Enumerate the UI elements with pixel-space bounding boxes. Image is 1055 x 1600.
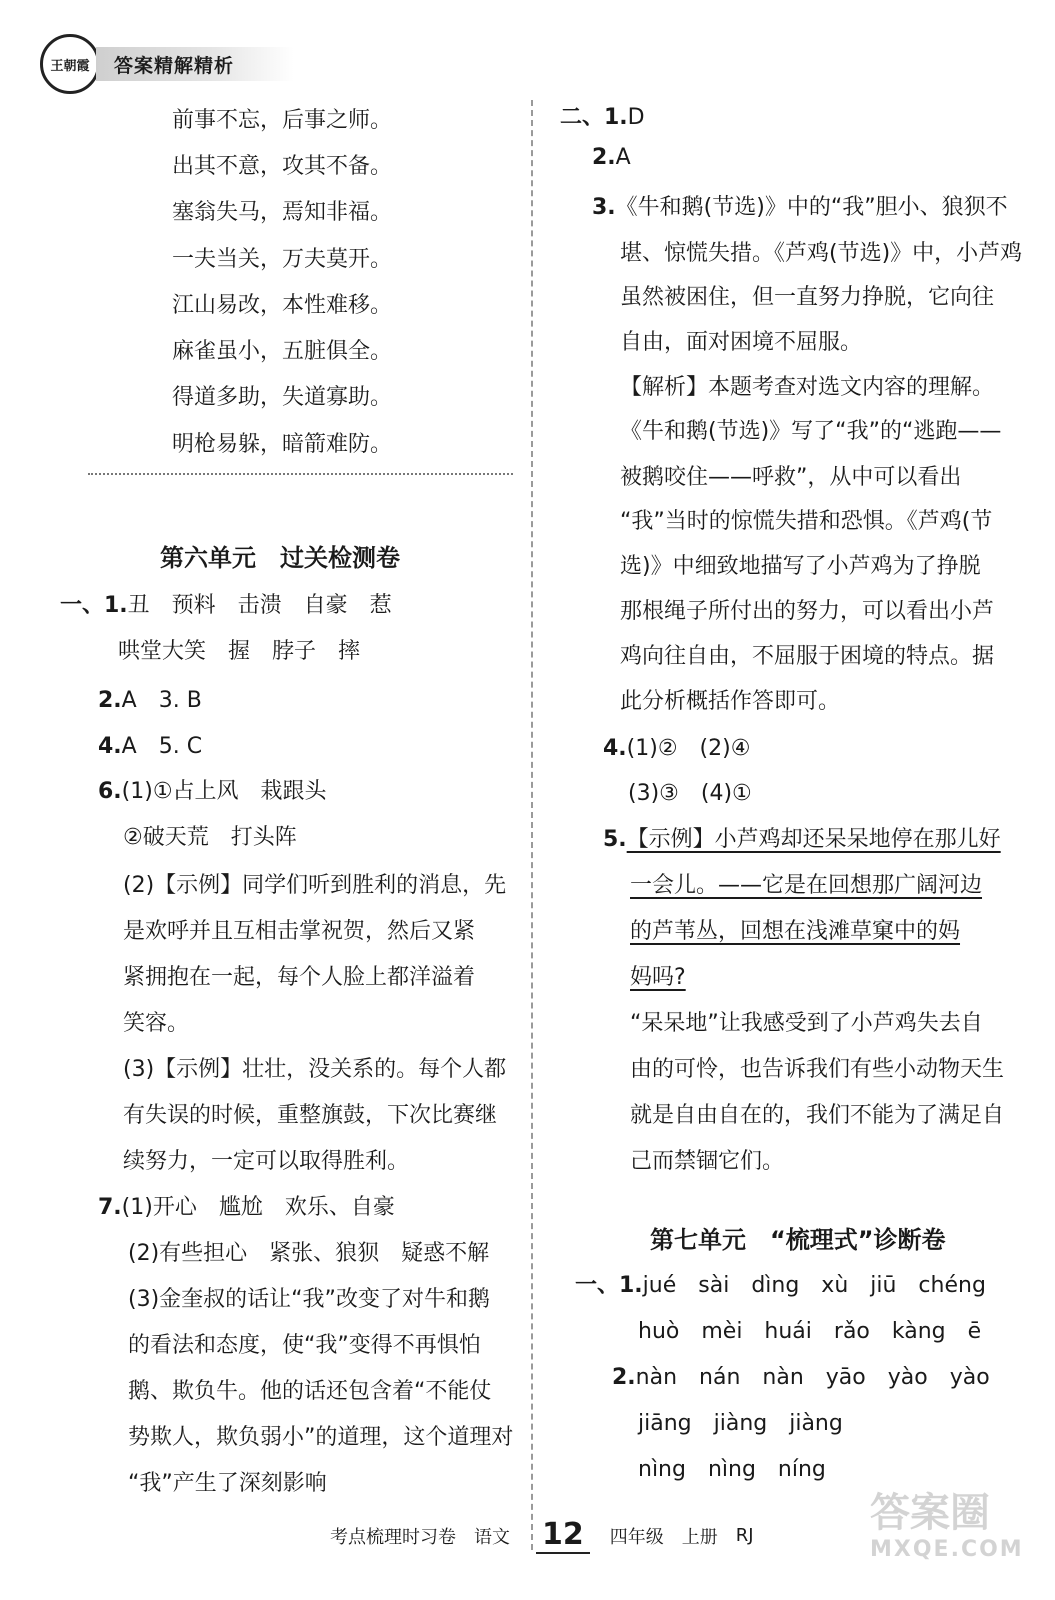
answer-number: 2. (612, 1365, 636, 1390)
answer-number: 一、1. (575, 1273, 643, 1298)
answer-line (603, 731, 750, 762)
unit6-title: 第六单元 过关检测卷 (160, 544, 400, 572)
answer-line: (2)【示例】同学们听到胜利的消息，先 (123, 873, 507, 898)
answer-line: 紧拥抱在一起，每个人脸上都洋溢着 (123, 965, 476, 990)
answer-line: 笑容。 (123, 1011, 190, 1036)
answer-line (98, 683, 202, 714)
pinyin-line (575, 1268, 986, 1299)
answer-text: D (627, 105, 645, 130)
answer-line (592, 190, 1008, 221)
answer-text: 丑 预料 击溃 自豪 惹 (127, 593, 392, 618)
column-divider (531, 100, 533, 1550)
answer-number: 5. (603, 827, 627, 852)
answer-line: ②破天荒 打头阵 (123, 825, 297, 850)
answer-text: (1)①占上风 栽跟头 (121, 779, 327, 804)
edition: RJ (735, 1525, 754, 1546)
answer-line (592, 145, 631, 170)
answer-text: 【示例】小芦鸡却还呆呆地停在那儿好 (626, 827, 1001, 852)
quoted-line: 一会儿。——它是在回想那广阔河边 (630, 873, 983, 898)
idiom-line: 明枪易躲，暗箭难防。 (172, 432, 393, 457)
answer-number: 4. (603, 736, 627, 761)
idiom-line: 前事不忘，后事之师。 (172, 108, 393, 133)
answer-number: 6. (98, 779, 122, 804)
answer-line (98, 774, 327, 805)
answer-line: 哄堂大笑 握 脖子 摔 (118, 639, 361, 664)
quoted-line: 妈吗? (630, 965, 686, 990)
idiom-line: 得道多助，失道寡助。 (172, 385, 393, 410)
analysis-line: 《牛和鹅(节选)》写了“我”的“逃跑—— (620, 419, 1002, 444)
watermark-url: MXQE.COM (870, 1537, 1024, 1562)
answer-line: 有失误的时候，重整旗鼓，下次比赛继 (123, 1103, 498, 1128)
answer-line (560, 100, 645, 131)
answer-number: 2. (98, 688, 122, 713)
analysis-line: 选)》中细致地描写了小芦鸡为了挣脱 (620, 554, 981, 579)
pinyin-line: nìng nìng níng (638, 1457, 826, 1482)
book-name: 考点梳理时习卷 (330, 1526, 456, 1548)
answer-text: (1)② (2)④ (626, 736, 751, 761)
analysis-line: 此分析概括作答即可。 (620, 689, 841, 714)
analysis-line: 【解析】本题考查对选文内容的理解。 (620, 375, 995, 400)
answer-number: 2. (592, 145, 616, 170)
idiom-line: 麻雀虽小，五脏俱全。 (172, 339, 393, 364)
answer-line: 续努力，一定可以取得胜利。 (123, 1149, 410, 1174)
brand-logo (40, 34, 100, 94)
page-number: 12 (536, 1517, 590, 1554)
unit7-title: 第七单元 “梳理式”诊断卷 (650, 1226, 946, 1254)
page-header (40, 36, 294, 92)
idiom-line: 出其不意，攻其不备。 (172, 154, 393, 179)
header-banner: 答案精解精析 (96, 47, 294, 81)
analysis-line: “我”当时的惊慌失措和恐惧。《芦鸡(节 (620, 509, 993, 534)
answer-number: 一、1. (60, 593, 128, 618)
analysis-line: 那根绳子所付出的努力，可以看出小芦 (620, 599, 995, 624)
pinyin-line (612, 1360, 990, 1391)
answer-line (60, 588, 392, 619)
analysis-line: 鸡向往自由，不屈服于困境的特点。据 (620, 644, 995, 669)
answer-line: (2)有些担心 紧张、狼狈 疑惑不解 (128, 1241, 490, 1266)
answer-line: (3)③ (4)① (628, 781, 752, 806)
analysis-line: 被鹅咬住——呼救”，从中可以看出 (620, 465, 962, 490)
logo-text: 王朝霞 (50, 58, 90, 74)
answer-line: 是欢呼并且互相击掌祝贺，然后又紧 (123, 919, 476, 944)
watermark-title: 答案圈 (870, 1490, 990, 1536)
answer-text: A 5. C (121, 734, 203, 759)
answer-number: 4. (98, 734, 122, 759)
answer-line: 堪、惊慌失措。《芦鸡(节选)》中，小芦鸡 (620, 241, 1023, 266)
idiom-line: 塞翁失马，焉知非福。 (172, 200, 393, 225)
answer-number: 二、1. (560, 105, 628, 130)
idiom-line: 江山易改，本性难移。 (172, 293, 393, 318)
subject: 语文 (474, 1526, 510, 1548)
answer-line: 就是自由自在的，我们不能为了满足自 (630, 1103, 1005, 1128)
answer-number: 3. (592, 195, 616, 220)
section-separator (88, 473, 513, 475)
answer-line (98, 1190, 395, 1221)
watermark-logo (870, 1490, 1040, 1590)
answer-line: “呆呆地”让我感受到了小芦鸡失去自 (630, 1011, 983, 1036)
answer-line: 由的可怜，也告诉我们有些小动物天生 (630, 1057, 1005, 1082)
answer-text: A (615, 145, 631, 170)
grade: 四年级 (609, 1526, 664, 1548)
answer-line: “我”产生了深刻影响 (128, 1471, 327, 1496)
pinyin-line: jiāng jiàng jiàng (638, 1411, 843, 1436)
idiom-line: 一夫当关，万夫莫开。 (172, 247, 393, 272)
answer-line (98, 729, 202, 760)
answer-line: 己而禁锢它们。 (630, 1149, 785, 1174)
pinyin-text: jué sài dìng xù jiū chéng (642, 1273, 986, 1298)
answer-number: 7. (98, 1195, 122, 1220)
answer-text: 《牛和鹅(节选)》中的“我”胆小、狼狈不 (615, 195, 1008, 220)
answer-line: 鹅、欺负牛。他的话还包含着“不能仗 (128, 1379, 492, 1404)
page-footer (330, 1517, 772, 1554)
answer-text: A 3. B (121, 688, 202, 713)
answer-text: (1)开心 尴尬 欢乐、自豪 (121, 1195, 395, 1220)
answer-line: (3)金奎叔的话让“我”改变了对牛和鹅 (128, 1287, 490, 1312)
term: 上册 (681, 1526, 718, 1548)
answer-line (603, 822, 1001, 853)
quoted-line: 的芦苇丛，回想在浅滩草窠中的妈 (630, 919, 961, 944)
answer-line: 虽然被困住，但一直努力挣脱，它向往 (620, 285, 995, 310)
answer-line: 的看法和态度，使“我”变得不再惧怕 (128, 1333, 481, 1358)
answer-line: 自由，面对困境不屈服。 (620, 330, 863, 355)
answer-line: 势欺人，欺负弱小”的道理，这个道理对 (128, 1425, 514, 1450)
pinyin-text: nàn nán nàn yāo yào yào (635, 1365, 990, 1390)
pinyin-line: huò mèi huái rǎo kàng ē (638, 1319, 982, 1344)
answer-line: (3)【示例】壮壮，没关系的。每个人都 (123, 1057, 507, 1082)
